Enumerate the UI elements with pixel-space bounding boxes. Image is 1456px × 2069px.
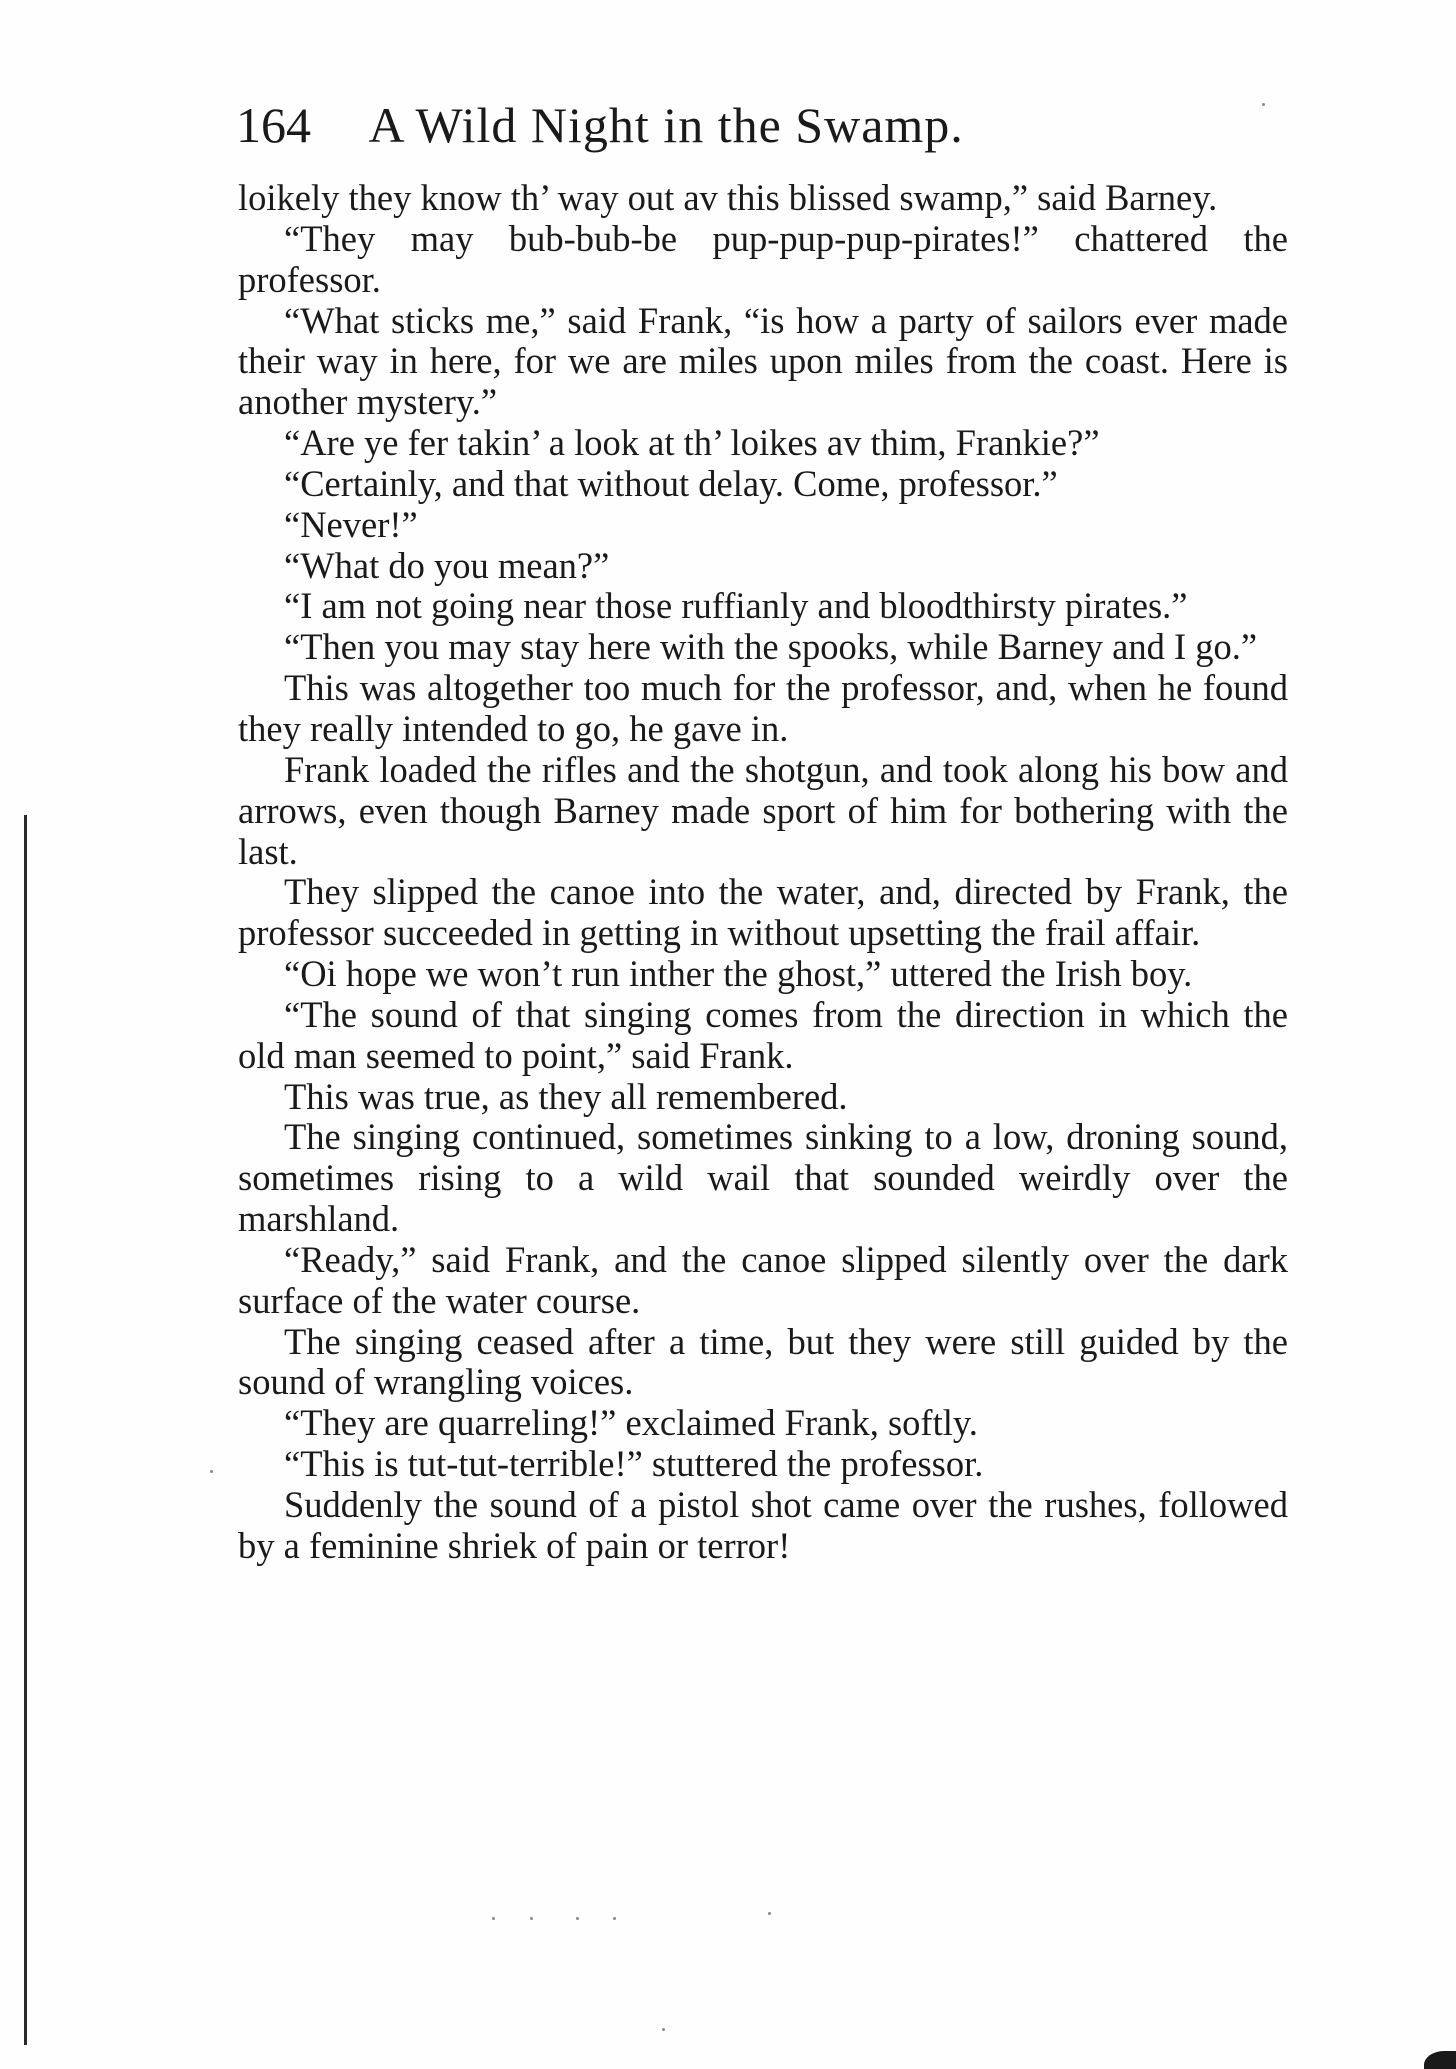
- scan-speck: [576, 1917, 579, 1920]
- paragraph: Suddenly the sound of a pistol shot came over the rushes, followed by a feminine shriek of pain or terror!: [238, 1484, 1288, 1566]
- paragraph: This was true, as they all remembered.: [284, 1075, 848, 1117]
- paragraph: Frank loaded the rifles and the shotgun, and took along his bow and arrows, even though Barney made sport of him for bothering with the last.: [238, 748, 1288, 872]
- paragraph: “This is tut-tut-terrible!” stuttered the professor.: [284, 1443, 984, 1485]
- scan-speck: [613, 1917, 616, 1920]
- paragraph: “What do you mean?”: [284, 544, 610, 586]
- paragraph: loikely they know th’ way out av this blissed swamp,” said Barney.: [238, 177, 1218, 218]
- scan-speck: [662, 2028, 665, 2031]
- paragraph: “They are quarreling!” exclaimed Frank, softly.: [284, 1402, 978, 1444]
- scan-speck: [492, 1917, 495, 1920]
- scan-speck: [210, 1470, 213, 1473]
- paragraph: “Ready,” said Frank, and the canoe slipped silently over the dark surface of the water course.: [238, 1238, 1288, 1321]
- page-header: [236, 90, 1286, 160]
- paragraph: “They may bub-bub-be pup-pup-pup-pirates!” chattered the professor.: [238, 217, 1288, 300]
- paragraph: “Certainly, and that without delay. Come, professor.”: [284, 462, 1058, 504]
- paragraph: They slipped the canoe into the water, and, directed by Frank, the professor succeeded in getting in without upsetting the frail affair.: [238, 871, 1288, 954]
- scan-speck: [768, 1912, 771, 1915]
- scan-corner-mark: [1424, 2051, 1456, 2069]
- paragraph: The singing ceased after a time, but they were still guided by the sound of wrangling voices.: [238, 1320, 1288, 1403]
- paragraph: “Oi hope we won’t run inther the ghost,” uttered the Irish boy.: [284, 953, 1193, 995]
- page-number: 164: [236, 97, 311, 153]
- scan-speck: [530, 1917, 533, 1920]
- paragraph: “What sticks me,” said Frank, “is how a party of sailors ever made their way in here, for we are miles upon miles from the coast. Here is another mystery.”: [238, 299, 1288, 423]
- paragraph: “I am not going near those ruffianly and bloodthirsty pirates.”: [284, 585, 1188, 627]
- paragraph: “Never!”: [284, 503, 418, 545]
- paragraph: “The sound of that singing comes from the direction in which the old man seemed to point,” said Frank.: [238, 993, 1288, 1076]
- paragraph: This was altogether too much for the professor, and, when he found they really intended to go, he gave in.: [238, 667, 1288, 749]
- paragraph: “Are ye fer takin’ a look at th’ loikes av thim, Frankie?”: [284, 422, 1100, 464]
- paragraph: The singing continued, sometimes sinking to a low, droning sound, sometimes rising to a wild wail that sounded weirdly over the marshland.: [238, 1116, 1288, 1240]
- running-title: A Wild Night in the Swamp.: [368, 97, 964, 153]
- binding-edge: [24, 815, 27, 2045]
- paragraph: “Then you may stay here with the spooks, while Barney and I go.”: [284, 626, 1258, 668]
- body-text: [238, 178, 1288, 1567]
